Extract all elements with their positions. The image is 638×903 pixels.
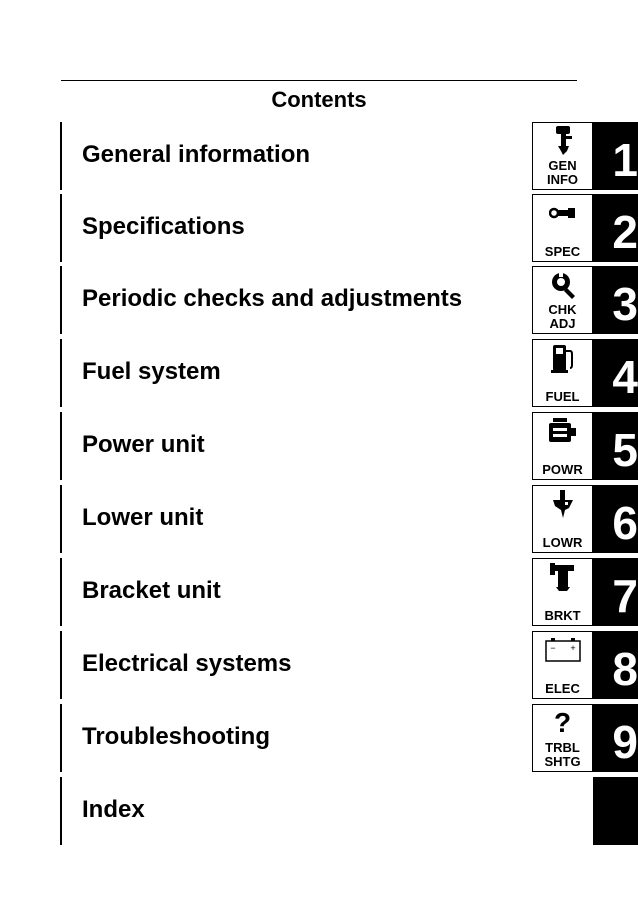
section-label: Periodic checks and adjustments	[82, 285, 463, 312]
section-number: 5	[612, 424, 638, 476]
bracket-icon	[533, 561, 592, 593]
section-row-lower-unit[interactable]	[60, 485, 638, 553]
section-number-tab	[593, 631, 638, 699]
section-tab-icon-box	[532, 266, 593, 334]
section-tab-icon-box	[532, 412, 593, 480]
section-code: FUEL	[545, 389, 580, 404]
wrench-icon	[533, 269, 592, 301]
section-row-index[interactable]	[60, 777, 145, 845]
propeller-icon	[533, 488, 592, 520]
section-number-tab	[593, 339, 638, 407]
outboard-motor-icon	[533, 125, 592, 157]
section-code: CHK ADJ	[548, 302, 577, 331]
section-code: BRKT	[544, 608, 581, 623]
section-row-general-information[interactable]	[60, 122, 638, 190]
section-tab-icon-box	[532, 558, 593, 626]
section-label: Bracket unit	[82, 577, 221, 604]
battery-icon	[533, 634, 592, 666]
section-code: ELEC	[545, 681, 580, 696]
section-number: 9	[612, 716, 638, 768]
section-label: Specifications	[82, 213, 245, 240]
section-row-bracket-unit[interactable]	[60, 558, 638, 626]
section-code: TRBL SHTG	[544, 740, 581, 769]
section-tab-icon-box	[532, 485, 593, 553]
section-row-troubleshooting[interactable]	[60, 704, 638, 772]
section-label: Troubleshooting	[82, 723, 270, 750]
battery-minus-sign: −	[549, 643, 556, 653]
section-number-tab	[593, 122, 638, 190]
section-number-tab	[593, 485, 638, 553]
section-label: Power unit	[82, 431, 205, 458]
battery-plus-sign: +	[569, 643, 576, 653]
section-number-tab	[593, 558, 638, 626]
section-row-power-unit[interactable]	[60, 412, 638, 480]
section-label: Electrical systems	[82, 650, 292, 677]
section-row-specifications[interactable]	[60, 194, 638, 262]
section-number-tab	[593, 194, 638, 262]
section-code: POWR	[542, 462, 583, 477]
engine-icon	[533, 415, 592, 447]
section-code: GEN INFO	[546, 158, 579, 187]
fuel-pump-icon	[533, 342, 592, 374]
section-number: 7	[612, 570, 638, 622]
section-row-electrical-systems[interactable]	[60, 631, 638, 699]
question-mark-icon	[533, 707, 592, 739]
wrench-gauge-icon	[533, 197, 592, 229]
top-rule	[61, 80, 577, 81]
section-number: 2	[612, 206, 638, 258]
section-number: 6	[612, 497, 638, 549]
section-number-tab	[593, 704, 638, 772]
section-number: 8	[612, 643, 638, 695]
section-tab-icon-box	[532, 194, 593, 262]
section-number: 4	[612, 351, 638, 403]
section-label: Index	[82, 796, 145, 823]
section-number-tab	[593, 266, 638, 334]
section-tab-icon-box	[532, 339, 593, 407]
section-tab-icon-box	[532, 122, 593, 190]
section-label: Fuel system	[82, 358, 221, 385]
page-title: Contents	[271, 87, 367, 112]
section-number: 1	[612, 134, 638, 186]
section-tab-icon-box	[532, 704, 593, 772]
section-label: Lower unit	[82, 504, 204, 531]
section-row-fuel-system[interactable]	[60, 339, 638, 407]
section-code: SPEC	[544, 244, 581, 259]
index-black-tab	[593, 777, 638, 845]
section-label: General information	[82, 141, 311, 168]
section-row-periodic-checks[interactable]	[60, 266, 638, 334]
section-tab-icon-box	[532, 631, 593, 699]
question-mark-glyph: ?	[553, 707, 572, 738]
section-number-tab	[593, 412, 638, 480]
section-number: 3	[612, 278, 638, 330]
section-code: LOWR	[542, 535, 583, 550]
